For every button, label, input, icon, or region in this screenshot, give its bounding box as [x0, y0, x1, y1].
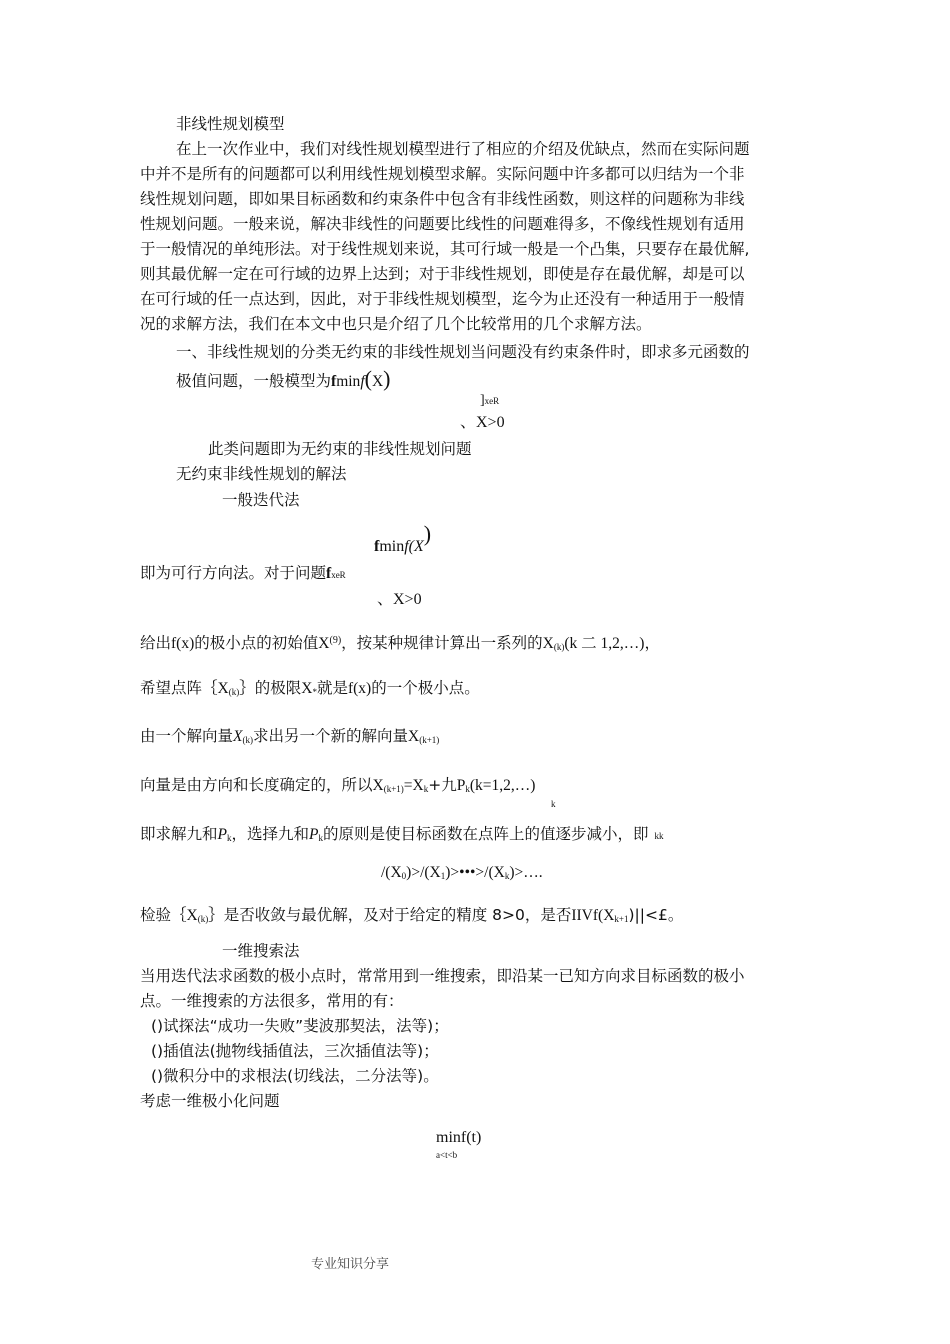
search-heading: 一维搜索法	[222, 942, 300, 960]
search-list-item: ()插值法(抛物线插值法，三次插值法等)；	[151, 1042, 439, 1060]
iter-para2	[140, 676, 480, 705]
subscript: *	[312, 687, 317, 697]
subscript: k+1	[614, 914, 629, 924]
math-span: f(x)	[347, 680, 372, 697]
subscript: k	[504, 871, 510, 881]
math-span: X	[408, 728, 420, 745]
iter-para4	[140, 773, 535, 802]
text-span: ｝的极限	[239, 679, 302, 697]
search-line: 当用迭代法求函数的极小点时，常常用到一维搜索，即沿某一已知方向求目标函数的极小	[140, 967, 745, 985]
inequality-chain	[381, 860, 543, 889]
subscript: (k)	[228, 687, 240, 697]
model2-f: f	[374, 538, 380, 555]
constraint: 、X>0	[460, 414, 505, 431]
model2-formula	[374, 521, 432, 559]
math-span: )>….	[509, 864, 543, 881]
model-x: X	[371, 373, 384, 390]
iter-para1	[140, 628, 660, 660]
math-span: P	[456, 777, 466, 794]
math-span: )>/(X	[406, 864, 441, 881]
subscript: (k+1)	[383, 784, 404, 794]
math-span: P	[217, 826, 227, 843]
subscript: (k+1)	[419, 735, 440, 745]
text-span: 求出另一个新的解向量	[252, 727, 408, 745]
math-span: X	[217, 680, 229, 697]
search-line: 考虑一维极小化问题	[140, 1092, 280, 1110]
math-span: X	[186, 907, 198, 924]
text-span: 由一个解向量	[140, 727, 234, 745]
math-span: X	[542, 635, 554, 652]
text-span: ，选择九和	[231, 825, 309, 843]
text-span: +九	[428, 776, 457, 794]
text-span: 给出	[140, 634, 172, 652]
page-title: 非线性规划模型	[176, 115, 285, 133]
model2-close: )	[423, 521, 432, 546]
math-span: IIVf(X	[571, 907, 615, 924]
search-list-item: ()微积分中的求根法(切线法，二分法等)。	[151, 1067, 439, 1085]
model-min: min	[336, 373, 361, 390]
iter-line1-text: 即为可行方向法。对于问题	[140, 564, 327, 582]
intro-line: 线性规划问题，即如果目标函数和约束条件中包含有非线性函数，则这样的问题称为非线	[140, 190, 745, 208]
math-span: =X	[403, 777, 424, 794]
unconstrained-note: 此类问题即为无约束的非线性规划问题	[208, 440, 472, 458]
iter-para5	[140, 822, 663, 851]
section-heading: 无约束非线性规划的解法	[176, 465, 347, 483]
formula-subscript: a<t<b	[436, 1150, 458, 1160]
superscript: (9)	[329, 635, 342, 646]
constraint2: 、X>0	[377, 591, 422, 608]
search-line: 点。一维搜索的方法很多，常用的有：	[140, 992, 404, 1010]
subscript: kk	[654, 831, 664, 841]
text-span: 希望点阵｛	[140, 679, 218, 697]
intro-line: 性规划问题。一般来说，解决非线性的问题要比线性的问题难得多，不像线性规划有适用	[140, 215, 745, 233]
search-list-item: ()试探法“成功一失败”斐波那契法，法等)；	[151, 1017, 449, 1035]
model-sub: xeR	[484, 396, 500, 406]
subscript: (k)	[197, 914, 209, 924]
model-fx: f	[360, 373, 365, 390]
text-span: 向量是由方向和长度确定的，所以	[140, 776, 373, 794]
section1-line1: 一、非线性规划的分类无约束的非线性规划当问题没有约束条件时，即求多元函数的	[176, 343, 750, 361]
intro-line: 则其最优解一定在可行域的边界上达到；对于非线性规划，即使是存在最优解，却是可以	[140, 265, 745, 283]
iter-line1	[140, 561, 346, 588]
math-span: P	[309, 826, 319, 843]
intro-line: 中并不是所有的问题都可以利用线性规划模型求解。实际问题中许多都可以归结为一个非	[140, 165, 745, 183]
text-span: 的一个极小点。	[371, 679, 480, 697]
text-span: 的极小点的初始值	[194, 634, 319, 652]
subsection-heading: 一般迭代法	[222, 491, 300, 509]
math-span: X	[233, 728, 243, 745]
text-span: ，按某种规律计算出一系列的	[341, 634, 543, 652]
intro-line: 于一般情况的单纯形法。对于线性规划来说，其可行域一般是一个凸集，只要存在最优解,	[140, 240, 750, 258]
math-span: f(x)	[171, 635, 195, 652]
math-span: (k 二 1,2,…)，	[564, 635, 660, 652]
math-span: X	[301, 680, 313, 697]
model-f: f	[331, 373, 337, 390]
text-span: 就是	[316, 679, 348, 697]
text-span: 的原则是使目标函数在点阵上的值逐步减小，即	[322, 825, 649, 843]
math-span: (k=1,2,…)	[469, 777, 536, 794]
model-paren-close: )	[383, 366, 391, 391]
p4-under-label: k	[551, 799, 556, 809]
model2-x: (X	[408, 538, 424, 555]
section1-line2	[176, 366, 390, 394]
math-span: )>•••>/(X	[445, 864, 505, 881]
text-span: ｝是否收敛与最优解，及对于给定的精度 8>0，是否	[208, 906, 572, 924]
iter-para3	[140, 724, 439, 753]
text-span: )||<£。	[628, 906, 684, 924]
model2-min: min	[379, 538, 405, 555]
subscript: (k)	[553, 642, 565, 652]
math-span: X	[372, 777, 384, 794]
subscript: k	[318, 833, 323, 843]
math-span: /(X	[381, 864, 402, 881]
text-span: 即求解九和	[140, 825, 218, 843]
model-paren-open: (	[364, 366, 372, 391]
subscript: k	[465, 784, 470, 794]
model-bracket: ]	[480, 393, 485, 408]
intro-line: 在上一次作业中，我们对线性规划模型进行了相应的介绍及优缺点，然而在实际问题	[176, 140, 750, 158]
math-span: X	[318, 635, 330, 652]
subscript: k	[226, 833, 232, 843]
iter-line1-sub: xeR	[331, 570, 346, 580]
iter-line1-f: f	[326, 565, 332, 582]
footer-text: 专业知识分享	[311, 1257, 390, 1272]
subscript: (k)	[242, 735, 253, 745]
minimization-formula: minf(t)	[436, 1129, 482, 1146]
subscript: k	[423, 784, 429, 794]
intro-line: 况的求解方法，我们在本文中也只是介绍了几个比较常用的几个求解方法。	[140, 315, 652, 333]
subscript: 0	[401, 871, 407, 881]
model-label: 极值问题，一般模型为	[176, 372, 332, 390]
text-span: 检验｛	[140, 906, 187, 924]
intro-line: 在可行域的任一点达到，因此，对于非线性规划模型，迄今为止还没有一种适用于一般情	[140, 290, 745, 308]
model2-fx: f	[404, 538, 409, 555]
subscript: 1	[440, 871, 446, 881]
iter-para6	[140, 903, 683, 932]
